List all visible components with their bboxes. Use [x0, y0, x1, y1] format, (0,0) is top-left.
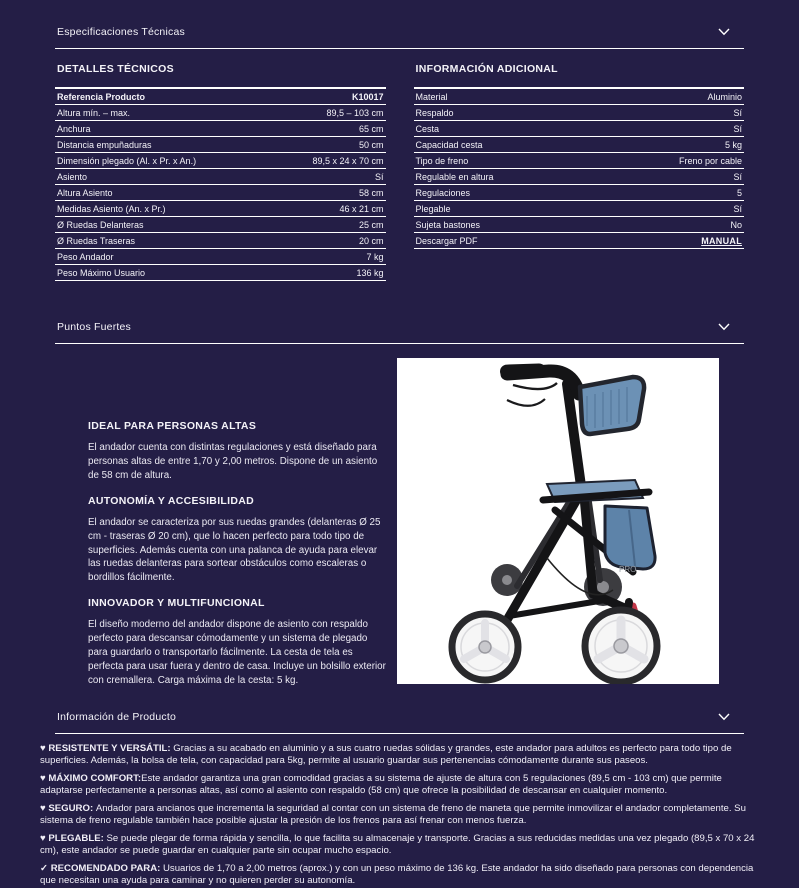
- table-row: [55, 265, 386, 281]
- spec-value: 136 kg: [272, 265, 386, 281]
- technical-details-column: [55, 61, 386, 281]
- spec-label: Ø Ruedas Traseras: [55, 233, 272, 249]
- spec-label: Respaldo: [414, 105, 596, 121]
- backrest-bag: [580, 377, 644, 434]
- spec-label: Asiento: [55, 169, 272, 185]
- info-text: Andador para ancianos que incrementa la seguridad al contar con un sistema de freno de maneta que permite inmovilizar el andador completamente. Su sistema de freno regulable también hace posible ajustar la presión de los frenos para así frenar con menos fuerza.: [40, 803, 746, 827]
- info-paragraphs: [40, 743, 759, 888]
- strength-paragraph: El andador cuenta con distintas regulaciones y está diseñado para personas altas de entre 1,70 y 2,00 metros. Dispone de un asiento de 58 cm de altura.: [88, 442, 378, 481]
- table-row: [414, 185, 745, 201]
- spec-label: Capacidad cesta: [414, 137, 596, 153]
- info-lead: ✓ RECOMENDADO PARA:: [40, 863, 163, 875]
- spec-tables: [55, 61, 744, 281]
- spec-label: Cesta: [414, 121, 596, 137]
- table-row: [414, 201, 745, 217]
- info-lead: ♥ SEGURO:: [40, 803, 96, 815]
- spec-label: Altura mín. – max.: [55, 105, 272, 121]
- info-lead: ♥ PLEGABLE:: [40, 833, 107, 845]
- table-row: [414, 137, 745, 153]
- strengths-content: [55, 358, 744, 700]
- table-row: [414, 233, 745, 249]
- info-paragraph: [40, 803, 759, 827]
- info-lead: ♥ MÁXIMO COMFORT:: [40, 772, 142, 784]
- strengths-text-block: [88, 358, 388, 700]
- strength-heading: IDEAL PARA PERSONAS ALTAS: [88, 420, 257, 432]
- brand-mark: PRO: [619, 565, 637, 574]
- section-title-info: Información de Producto: [57, 710, 176, 723]
- table-row: [55, 201, 386, 217]
- chevron-down-icon[interactable]: [718, 323, 730, 331]
- table-row: [55, 233, 386, 249]
- spec-value: Sí: [272, 169, 386, 185]
- spec-value: 25 cm: [272, 217, 386, 233]
- table-row: [55, 121, 386, 137]
- spec-value: Aluminio: [595, 88, 744, 105]
- spec-label: Descargar PDF: [414, 233, 596, 249]
- spec-value: Sí: [595, 105, 744, 121]
- table-row: [414, 88, 745, 105]
- spec-value: 7 kg: [272, 249, 386, 265]
- spec-label: Material: [414, 88, 596, 105]
- strength-heading: AUTONOMÍA Y ACCESIBILIDAD: [88, 494, 254, 507]
- spec-value: Sí: [595, 169, 744, 185]
- info-text: Este andador garantiza una gran comodidad gracias a su sistema de ajuste de altura con 5 regulaciones (89,5 cm - 103 cm) que permite adaptarse perfectamente a personas altas, así como al asiento con respaldo (58 cm) que ofrece la posibilidad de descansar en cualquier momento.: [40, 772, 722, 797]
- spec-label: Tipo de freno: [414, 153, 596, 169]
- table-row: [55, 169, 386, 185]
- spec-label: Altura Asiento: [55, 185, 272, 201]
- spec-value: 89,5 – 103 cm: [272, 105, 386, 121]
- spec-label: Referencia Producto: [55, 88, 272, 105]
- info-paragraph: [40, 773, 759, 797]
- info-paragraph: [40, 863, 759, 887]
- info-section: [40, 710, 755, 888]
- chevron-down-icon[interactable]: [718, 28, 730, 36]
- spec-value: No: [595, 217, 744, 233]
- table-row: [55, 137, 386, 153]
- spec-label: Plegable: [414, 201, 596, 217]
- spec-label: Sujeta bastones: [414, 217, 596, 233]
- spec-value: 5: [595, 185, 744, 201]
- additional-info-heading: INFORMACIÓN ADICIONAL: [415, 63, 558, 75]
- table-row: [55, 217, 386, 233]
- download-manual-link[interactable]: MANUAL: [701, 235, 742, 246]
- spec-label: Ø Ruedas Delanteras: [55, 217, 272, 233]
- additional-info-table: [414, 87, 745, 249]
- spec-value: 20 cm: [272, 233, 386, 249]
- spec-label: Medidas Asiento (An. x Pr.): [55, 201, 272, 217]
- table-row: [55, 88, 386, 105]
- spec-value: Sí: [595, 201, 744, 217]
- rollator-illustration: [397, 358, 719, 684]
- info-text: Usuarios de 1,70 a 2,00 metros (aprox.) y con un peso máximo de 136 kg. Este andador ha sido diseñado para personas con dependencia que necesitan una ayuda para caminar y no quieren perder su autonomía.: [40, 863, 754, 887]
- technical-details-heading: DETALLES TÉCNICOS: [57, 63, 174, 75]
- rear-wheel: [452, 614, 518, 680]
- info-lead: ♥ RESISTENTE Y VERSÁTIL:: [40, 742, 174, 754]
- spec-value: 89,5 x 24 x 70 cm: [272, 153, 386, 169]
- spec-label: Anchura: [55, 121, 272, 137]
- table-row: [414, 169, 745, 185]
- spec-label: Regulaciones: [414, 185, 596, 201]
- spec-value: 58 cm: [272, 185, 386, 201]
- info-paragraph: [40, 833, 759, 857]
- chevron-down-icon[interactable]: [718, 713, 730, 721]
- handle-grip: [500, 363, 546, 379]
- spec-value: Sí: [595, 121, 744, 137]
- strength-heading: INNOVADOR Y MULTIFUNCIONAL: [88, 597, 265, 610]
- table-row: [414, 217, 745, 233]
- spec-value: K10017: [272, 88, 386, 105]
- spec-value: 46 x 21 cm: [272, 201, 386, 217]
- strength-paragraph: El diseño moderno del andador dispone de asiento con respaldo perfecto para descansar cómodamente y un sistema de plegado para guardarlo o transportarlo fácilmente. La cesta de tela es perfecta para usar fuera y dentro de casa. Incluye un bolsillo exterior con cremallera. Carga máxima de la cesta: 5 kg.: [88, 619, 386, 686]
- front-wheel: [585, 610, 657, 682]
- spec-value: 50 cm: [272, 137, 386, 153]
- product-photo: [397, 358, 719, 684]
- spec-value: 65 cm: [272, 121, 386, 137]
- strength-paragraph: El andador se caracteriza por sus ruedas grandes (delanteras Ø 25 cm - traseras Ø 20 cm), que lo hacen perfecto para todo tipo de superficies. Además cuenta con una palanca de ayuda para elevar las ruedas delanteras para sortear obstáculos como escaleras o bordillos fácilmente.: [88, 516, 381, 584]
- info-text: Se puede plegar de forma rápida y sencilla, lo que facilita su almacenaje y transporte. Gracias a sus reducidas medidas una vez plegado (89,5 x 70 x 24 cm), este andador se puede guardar en cualquier parte sin ocupar mucho espacio.: [40, 833, 755, 857]
- table-row: [414, 153, 745, 169]
- spec-label: Regulable en altura: [414, 169, 596, 185]
- spec-label: Distancia empuñaduras: [55, 137, 272, 153]
- table-row: [55, 105, 386, 121]
- table-row: [414, 121, 745, 137]
- accordion-info-header[interactable]: [55, 711, 744, 734]
- spec-label: Peso Andador: [55, 249, 272, 265]
- accordion-strengths-header[interactable]: [55, 321, 744, 344]
- section-title-specs: Especificaciones Técnicas: [57, 26, 185, 38]
- table-row: [55, 153, 386, 169]
- spec-value: Freno por cable: [595, 153, 744, 169]
- info-paragraph: [40, 743, 759, 767]
- spec-label: Peso Máximo Usuario: [55, 265, 272, 281]
- table-row: [55, 249, 386, 265]
- table-row: [55, 185, 386, 201]
- info-text: Gracias a su acabado en aluminio y a sus cuatro ruedas sólidas y grandes, este andador para adultos es perfecto para todo tipo de superficies. Además, la bolsa de tela, con capacidad para 5kg, permite al usuario guardar sus pertenencias cómodamente durante sus paseos.: [40, 742, 732, 766]
- spec-label: Dimensión plegado (Al. x Pr. x An.): [55, 153, 272, 169]
- technical-details-table: [55, 87, 386, 281]
- spec-value: 5 kg: [595, 137, 744, 153]
- section-title-strengths: Puntos Fuertes: [57, 321, 132, 333]
- additional-info-column: [414, 61, 745, 281]
- table-row: [414, 105, 745, 121]
- accordion-specs-header[interactable]: [55, 26, 744, 49]
